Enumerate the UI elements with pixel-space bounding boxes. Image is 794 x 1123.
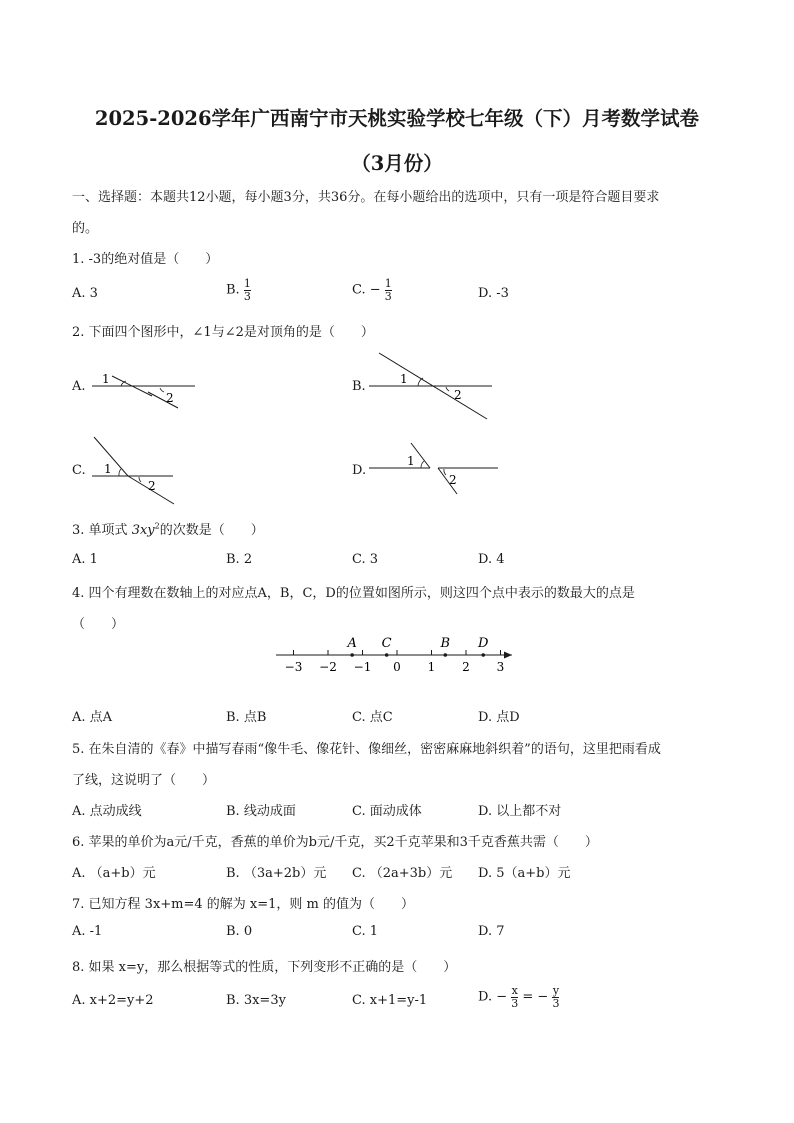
- q6-option-c: C. （2a+3b）元: [352, 866, 453, 881]
- point-label-a: A: [347, 636, 357, 651]
- option-label: D. −: [478, 989, 508, 1005]
- q4-option-c: C. 点C: [352, 710, 393, 725]
- q8-option-a: A. x+2=y+2: [72, 993, 154, 1008]
- angle-2-label: 2: [148, 479, 156, 493]
- q4-option-a: A. 点A: [72, 710, 113, 725]
- section-heading-cont: 的。: [72, 221, 99, 236]
- q7-option-c: C. 1: [352, 924, 379, 939]
- angle-1-label: 1: [102, 372, 110, 386]
- question-7-stem: 7. 已知方程 3x+m=4 的解为 x=1，则 m 的值为（ ）: [72, 897, 415, 912]
- question-1-stem: 1. -3的绝对值是（ ）: [72, 252, 219, 267]
- angle-2-label: 2: [454, 388, 462, 402]
- tick-label: −2: [319, 660, 337, 674]
- q2-option-d: D.: [352, 463, 367, 478]
- q6-option-a: A. （a+b）元: [72, 866, 156, 881]
- number-line-arrow: [504, 652, 512, 659]
- section-heading: 一、选择题：本题共12小题，每小题3分，共36分。在每小题给出的选项中，只有一项是符合题目要求: [72, 190, 660, 205]
- q8-option-d: D. − $\frac{x}{3}$ = − $\frac{y}{3}$: [478, 984, 560, 1010]
- question-4-stem: 4. 四个有理数在数轴上的对应点A，B，C，D的位置如图所示，则这四个点中表示的数最大的点是: [72, 586, 635, 601]
- q3-option-c: C. 3: [352, 552, 379, 567]
- question-5-stem-cont: 了线，这说明了（ ）: [72, 773, 216, 788]
- q7-option-b: B. 0: [226, 924, 253, 939]
- point-b: [444, 653, 448, 657]
- q7-option-d: D. 7: [478, 924, 505, 939]
- q1-option-d: D. -3: [478, 286, 509, 301]
- q5-option-a: A. 点动成线: [72, 804, 142, 819]
- angle-2-label: 2: [166, 391, 174, 405]
- tick-label: −3: [284, 660, 303, 674]
- question-2-stem: 2. 下面四个图形中，∠1与∠2是对顶角的是（ ）: [72, 325, 374, 340]
- q7-option-a: A. -1: [72, 924, 103, 939]
- tick-label: −1: [353, 660, 372, 674]
- fraction: $\frac{1}{3}$: [384, 277, 392, 303]
- q5-option-d: D. 以上都不对: [478, 804, 562, 819]
- q3-option-b: B. 2: [226, 552, 253, 567]
- angle-1-label: 1: [400, 372, 408, 386]
- exam-title: 2025-2026学年广西南宁市天桃实验学校七年级（下）月考数学试卷: [94, 107, 700, 130]
- fraction: $\frac{y}{3}$: [552, 984, 560, 1010]
- fraction: $\frac{1}{3}$: [243, 277, 251, 303]
- q2-option-a: A.: [72, 379, 86, 394]
- angle-2-label: 2: [449, 473, 457, 487]
- q2-option-b: B.: [352, 379, 366, 394]
- q5-option-b: B. 线动成面: [226, 804, 296, 819]
- q4-option-d: D. 点D: [478, 710, 520, 725]
- question-5-stem: 5. 在朱自清的《春》中描写春雨“像牛毛、像花针、像细丝，密密麻麻地斜织着”的语句，这里把雨看成: [72, 742, 661, 757]
- angle-1-label: 1: [104, 462, 112, 476]
- option-label: C. −: [352, 282, 381, 298]
- q3-option-d: D. 4: [478, 552, 505, 567]
- q2-option-c: C.: [72, 463, 86, 478]
- tick-label: 2: [462, 660, 470, 674]
- point-label-b: B: [440, 636, 451, 651]
- question-6-stem: 6. 苹果的单价为a元/千克，香蕉的单价为b元/千克，买2千克苹果和3千克香蕉共需（ ）: [72, 835, 598, 850]
- question-8-stem: 8. 如果 x=y，那么根据等式的性质，下列变形不正确的是（ ）: [72, 960, 457, 975]
- question-4-stem-cont: （ ）: [72, 617, 125, 632]
- point-a: [350, 653, 354, 657]
- point-label-d: D: [478, 636, 489, 651]
- monomial: 3xy: [131, 523, 155, 538]
- point-d: [481, 653, 485, 657]
- q5-option-c: C. 面动成体: [352, 804, 422, 819]
- q8-option-b: B. 3x=3y: [226, 993, 286, 1008]
- tick-label: 0: [393, 660, 401, 674]
- fraction: $\frac{x}{3}$: [511, 984, 519, 1010]
- q3-option-a: A. 1: [72, 552, 98, 567]
- point-c: [385, 653, 389, 657]
- option-label: B.: [226, 282, 240, 298]
- point-label-c: C: [381, 636, 392, 651]
- tick-label: 1: [427, 660, 436, 674]
- q6-option-d: D. 5（a+b）元: [478, 866, 571, 881]
- q6-option-b: B. （3a+2b）元: [226, 866, 327, 881]
- exam-subtitle: （3月份）: [351, 152, 443, 175]
- angle-1-label: 1: [407, 454, 415, 468]
- tick-label: 3: [496, 660, 505, 674]
- q4-option-b: B. 点B: [226, 710, 267, 725]
- q1-option-a: A. 3: [72, 286, 98, 301]
- question-3-stem: 3. 单项式 $3xy^2$的次数是（ ）: [72, 521, 264, 538]
- q8-option-c: C. x+1=y-1: [352, 993, 428, 1008]
